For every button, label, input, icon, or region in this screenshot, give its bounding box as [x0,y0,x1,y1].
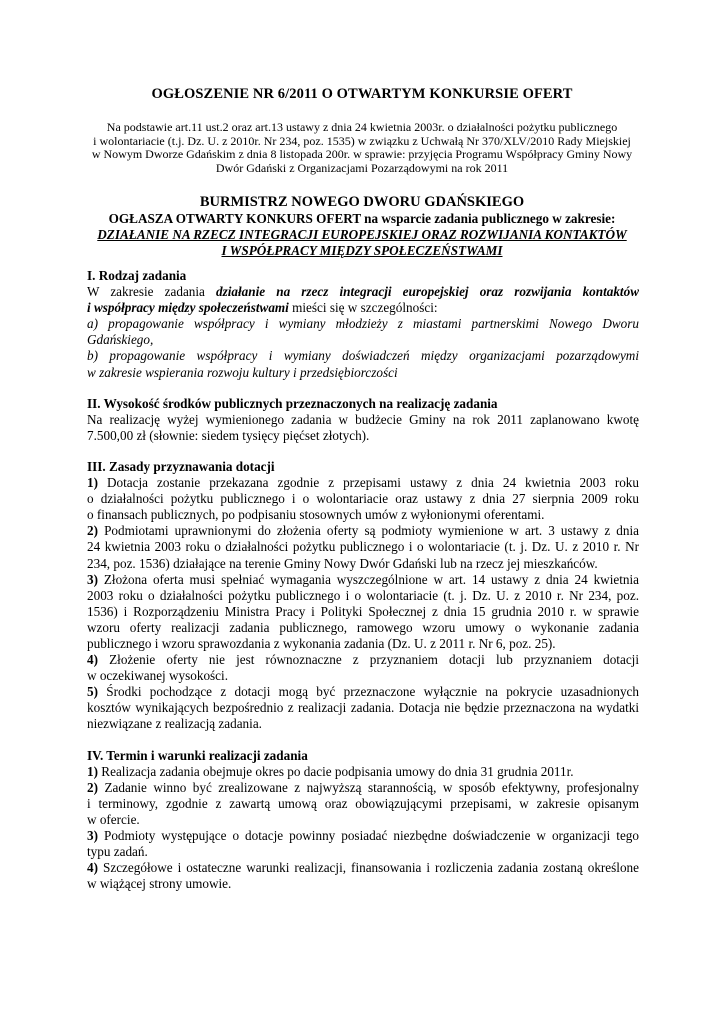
task-title-line: DZIAŁANIE NA RZECZ INTEGRACJI EUROPEJSKIEJ ORAZ ROZWIJANIA KONTAKTÓW [97,227,627,242]
emphasized-text: działanie na rzecz integracji europejskiej oraz rozwijania kontaktów [216,284,639,300]
legal-basis-line: i wolontariacie (t.j. Dz. U. z 2010r. Nr 234, poz. 1535) w związku z Uchwałą Nr 370/XLV/2010 Rady Miejskiej [93,133,631,148]
paragraph-line: 7.500,00 zł (słownie: siedem tysięcy pięćset złotych). [87,427,370,443]
paragraph-line: o finansach publicznych, po podpisaniu stosownych umów z wyłonionymi oferentami. [87,507,545,523]
paragraph-line [87,300,639,316]
text-run: mieści się w szczególności: [288,300,438,316]
text-run: Podmioty występujące o dotacje powinny posiadać niezbędne doświadczenie w organizacji tego [98,828,639,843]
section-task-type [87,268,639,381]
paragraph-line: 2003 roku o działalności pożytku publicznego i o wolontariacie (t. j. Dz. U. z 2010 r. Nr 234, poz. [87,587,639,603]
paragraph-line: 234, poz. 1536) działające na terenie Gminy Nowy Dwór Gdański lub na rzecz jej mieszkańców. [87,555,598,571]
paragraph-line: kosztów wynikających bezpośrednio z realizacji zadania. Dotacja nie będzie przeznaczona na wydatki [87,700,639,716]
list-item-line: b) propagowanie współpracy i wymiany doświadczeń między organizacjami pozarządowymi [87,348,639,364]
item-number: 3) [87,828,98,843]
paragraph-line: w wiążącej strony umowie. [87,876,232,892]
text-run: Zadanie winno być zrealizowane z najwyższą starannością, w sposób efektywny, profesjonalny [98,779,639,795]
section-heading: II. Wysokość środków publicznych przeznaczonych na realizację zadania [87,395,498,411]
task-title-line: I WSPÓŁPRACY MIĘDZY SPOŁECZEŃSTWAMI [221,243,503,258]
section-heading: IV. Termin i warunki realizacji zadania [87,747,308,763]
section-heading: I. Rodzaj zadania [87,268,187,283]
section-grant-rules [87,459,639,733]
item-number: 2) [87,523,98,539]
paragraph-line: publicznego i wzoru sprawozdania z wykonania zadania (Dz. U. z 2011 r. Nr 6, poz. 25). [87,635,556,651]
item-number: 4) [87,860,98,876]
paragraph-line [87,652,639,668]
paragraph-line: o działalności pożytku publicznego i o wolontariacie oraz ustawy z dnia 27 sierpnia 2009 roku [87,491,639,507]
paragraph-line: 1536) i Rozporządzeniu Ministra Pracy i Polityki Społecznej z dnia 15 grudnia 2010 r. w sprawie [87,603,639,619]
legal-basis-paragraph [80,121,644,175]
list-item-line: Gdańskiego, [87,332,154,348]
item-number: 1) [87,475,98,491]
section-heading: III. Zasady przyznawania dotacji [87,458,275,474]
section-term-conditions [87,748,639,893]
list-item-line: a) propagowanie współpracy i wymiany młodzieży z miastami partnerskimi Nowego Dworu [87,316,639,332]
section-funds [87,396,639,444]
document-body [87,268,639,907]
paragraph-line: wzoru oferty realizacji zadania publicznego, ramowego wzoru umowy o wykonanie zadania [87,619,639,635]
item-number: 4) [87,652,98,668]
item-number: 2) [87,779,98,795]
paragraph-line [87,572,639,588]
document-title: OGŁOSZENIE NR 6/2011 O OTWARTYM KONKURSIE OFERT [151,86,573,102]
mayor-heading: BURMISTRZ NOWEGO DWORU GDAŃSKIEGO [199,194,525,210]
paragraph-line: typu zadań. [87,844,148,860]
paragraph-line [87,475,639,491]
legal-basis-line: Dwór Gdański z Organizacjami Pozarządowymi na rok 2011 [215,160,509,175]
text-run: Środki pochodzące z dotacji mogą być przeznaczone wyłącznie na pokrycie uzasadnionych [98,684,639,700]
announcement-subheading: OGŁASZA OTWARTY KONKURS OFERT na wsparcie zadania publicznego w zakresie: [108,211,616,226]
paragraph-line [87,860,639,876]
paragraph-line: Na realizację wyżej wymienionego zadania w budżecie Gminy na rok 2011 zaplanowano kwotę [87,411,639,427]
paragraph-line [87,780,639,796]
paragraph-line [87,828,639,844]
text-run: Złożona oferta musi spełniać wymagania wyszczególnione w art. 14 ustawy z dnia 24 kwietnia [98,571,639,587]
text-run: W zakresie zadania [87,284,217,300]
legal-basis-line: w Nowym Dworze Gdańskim z dnia 8 listopada 200r. w sprawie: przyjęcia Programu Współpracy Gminy Nowy [91,147,633,162]
item-number: 3) [87,571,98,587]
paragraph-line [87,284,639,300]
paragraph-line: i terminowy, zgodnie z zawartą umową oraz obowiązującymi przepisami, w zakresie opisanym [87,795,639,811]
paragraph-line [87,523,639,539]
paragraph-line: 24 kwietnia 2003 roku o działalności pożytku publicznego i o wolontariacie (t. j. Dz. U. z 2010 r. Nr [87,539,639,555]
text-run: Podmiotami uprawnionymi do złożenia oferty są podmioty wymienione w art. 3 ustawy z dnia [98,523,639,539]
announcement-header [60,194,664,259]
paragraph-line: niezwiązane z realizacją zadania. [87,716,262,732]
text-run: Dotacja zostanie przekazana zgodnie z przepisami ustawy z dnia 24 kwietnia 2003 roku [98,475,639,491]
text-run: Złożenie oferty nie jest równoznaczne z przyznaniem dotacji lub przyznaniem dotacji [98,652,639,668]
item-number: 5) [87,684,98,700]
text-run: Realizacja zadania obejmuje okres po dacie podpisania umowy do dnia 31 grudnia 2011r. [98,763,574,779]
item-number: 1) [87,763,98,779]
paragraph-line: w oczekiwanej wysokości. [87,668,228,684]
legal-basis-line: Na podstawie art.11 ust.2 oraz art.13 ustawy z dnia 24 kwietnia 2003r. o działalności pożytku publicznego [106,120,618,134]
paragraph-line: w ofercie. [87,811,140,827]
paragraph-line [87,764,639,780]
emphasized-text: i współpracy między społeczeństwami [87,300,289,316]
list-item-line: w zakresie wspierania rozwoju kultury i przedsiębiorczości [87,364,398,380]
text-run: Szczegółowe i ostateczne warunki realizacji, finansowania i rozliczenia zadania zostaną określone [98,860,639,876]
paragraph-line [87,684,639,700]
